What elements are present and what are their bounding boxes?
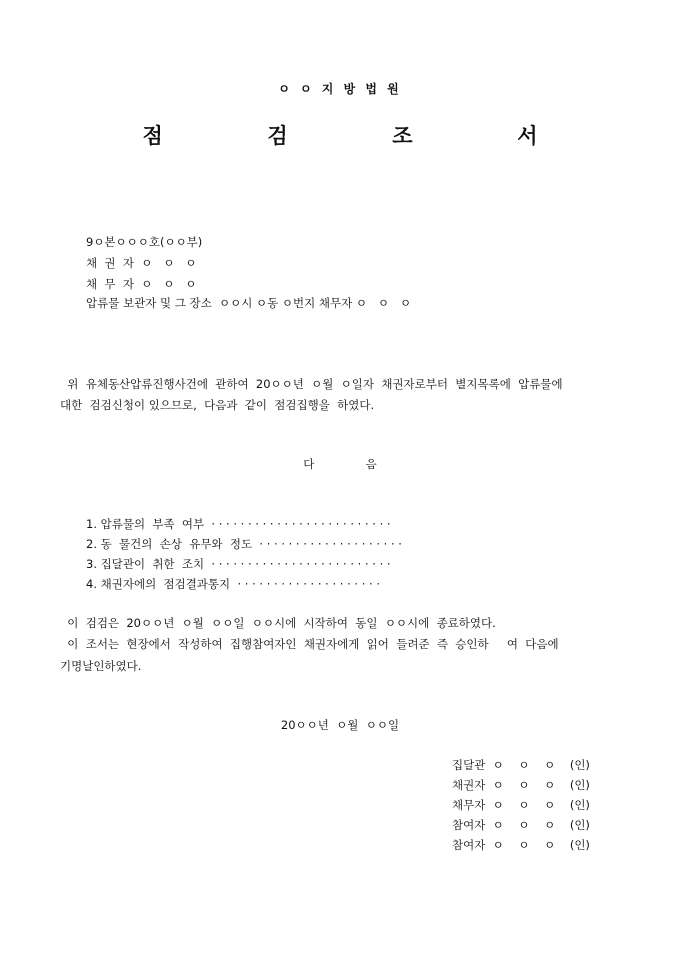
document-title: 점 검 조 서 [142,124,568,148]
custody-line: 압류물 보관자 및 그 장소 ㅇㅇ시 ㅇ동 ㅇ번지 채무자 ㅇ ㅇ ㅇ [86,296,412,310]
intro-line-2: 대한 검검신청이 있으므로, 다음과 같이 점검집행을 하였다. [60,398,375,412]
list-item: 2. 동 물건의 손상 유무와 정도 · · · · · · · · · · · · · · · · · · · · [86,537,402,551]
closing-line-2: 이 조서는 현장에서 작성하여 집행참여자인 채권자에게 읽어 들려준 즉 승인하 여 다음에 [60,637,559,651]
signature-line: 집달관 ㅇ ㅇ ㅇ (인) [452,758,590,772]
signature-line: 참여자 ㅇ ㅇ ㅇ (인) [452,818,590,832]
case-number: 9ㅇ본ㅇㅇㅇ호(ㅇㅇ부) [86,235,203,249]
closing-line-3: 기명날인하였다. [60,659,142,673]
signature-line: 채권자 ㅇ ㅇ ㅇ (인) [452,778,590,792]
creditor-line: 채 권 자 ㅇ ㅇ ㅇ [86,256,197,270]
document-date: 20ㅇㅇ년 ㅇ월 ㅇㅇ일 [280,718,400,732]
list-item: 4. 채권자에의 점검결과통지 · · · · · · · · · · · · · · · · · · · · [86,577,381,591]
intro-line-1: 위 유체동산압류진행사건에 관하여 20ㅇㅇ년 ㅇ월 ㅇ일자 채권자로부터 별지목록에 압류물에 [60,377,563,391]
closing-line-1: 이 검검은 20ㅇㅇ년 ㅇ월 ㅇㅇ일 ㅇㅇ시에 시작하여 동일 ㅇㅇ시에 종료하였다. [60,616,496,630]
signature-line: 채무자 ㅇ ㅇ ㅇ (인) [452,798,590,812]
list-item: 3. 집달관이 취한 조치 · · · · · · · · · · · · · · · · · · · · · · · · · [86,557,391,571]
debtor-line: 채 무 자 ㅇ ㅇ ㅇ [86,277,197,291]
court-name: ㅇ ㅇ 지 방 법 원 [278,82,402,96]
list-item: 1. 압류물의 부족 여부 · · · · · · · · · · · · · · · · · · · · · · · · · [86,517,391,531]
section-heading: 다 음 [303,457,377,471]
signature-line: 참여자 ㅇ ㅇ ㅇ (인) [452,838,590,852]
